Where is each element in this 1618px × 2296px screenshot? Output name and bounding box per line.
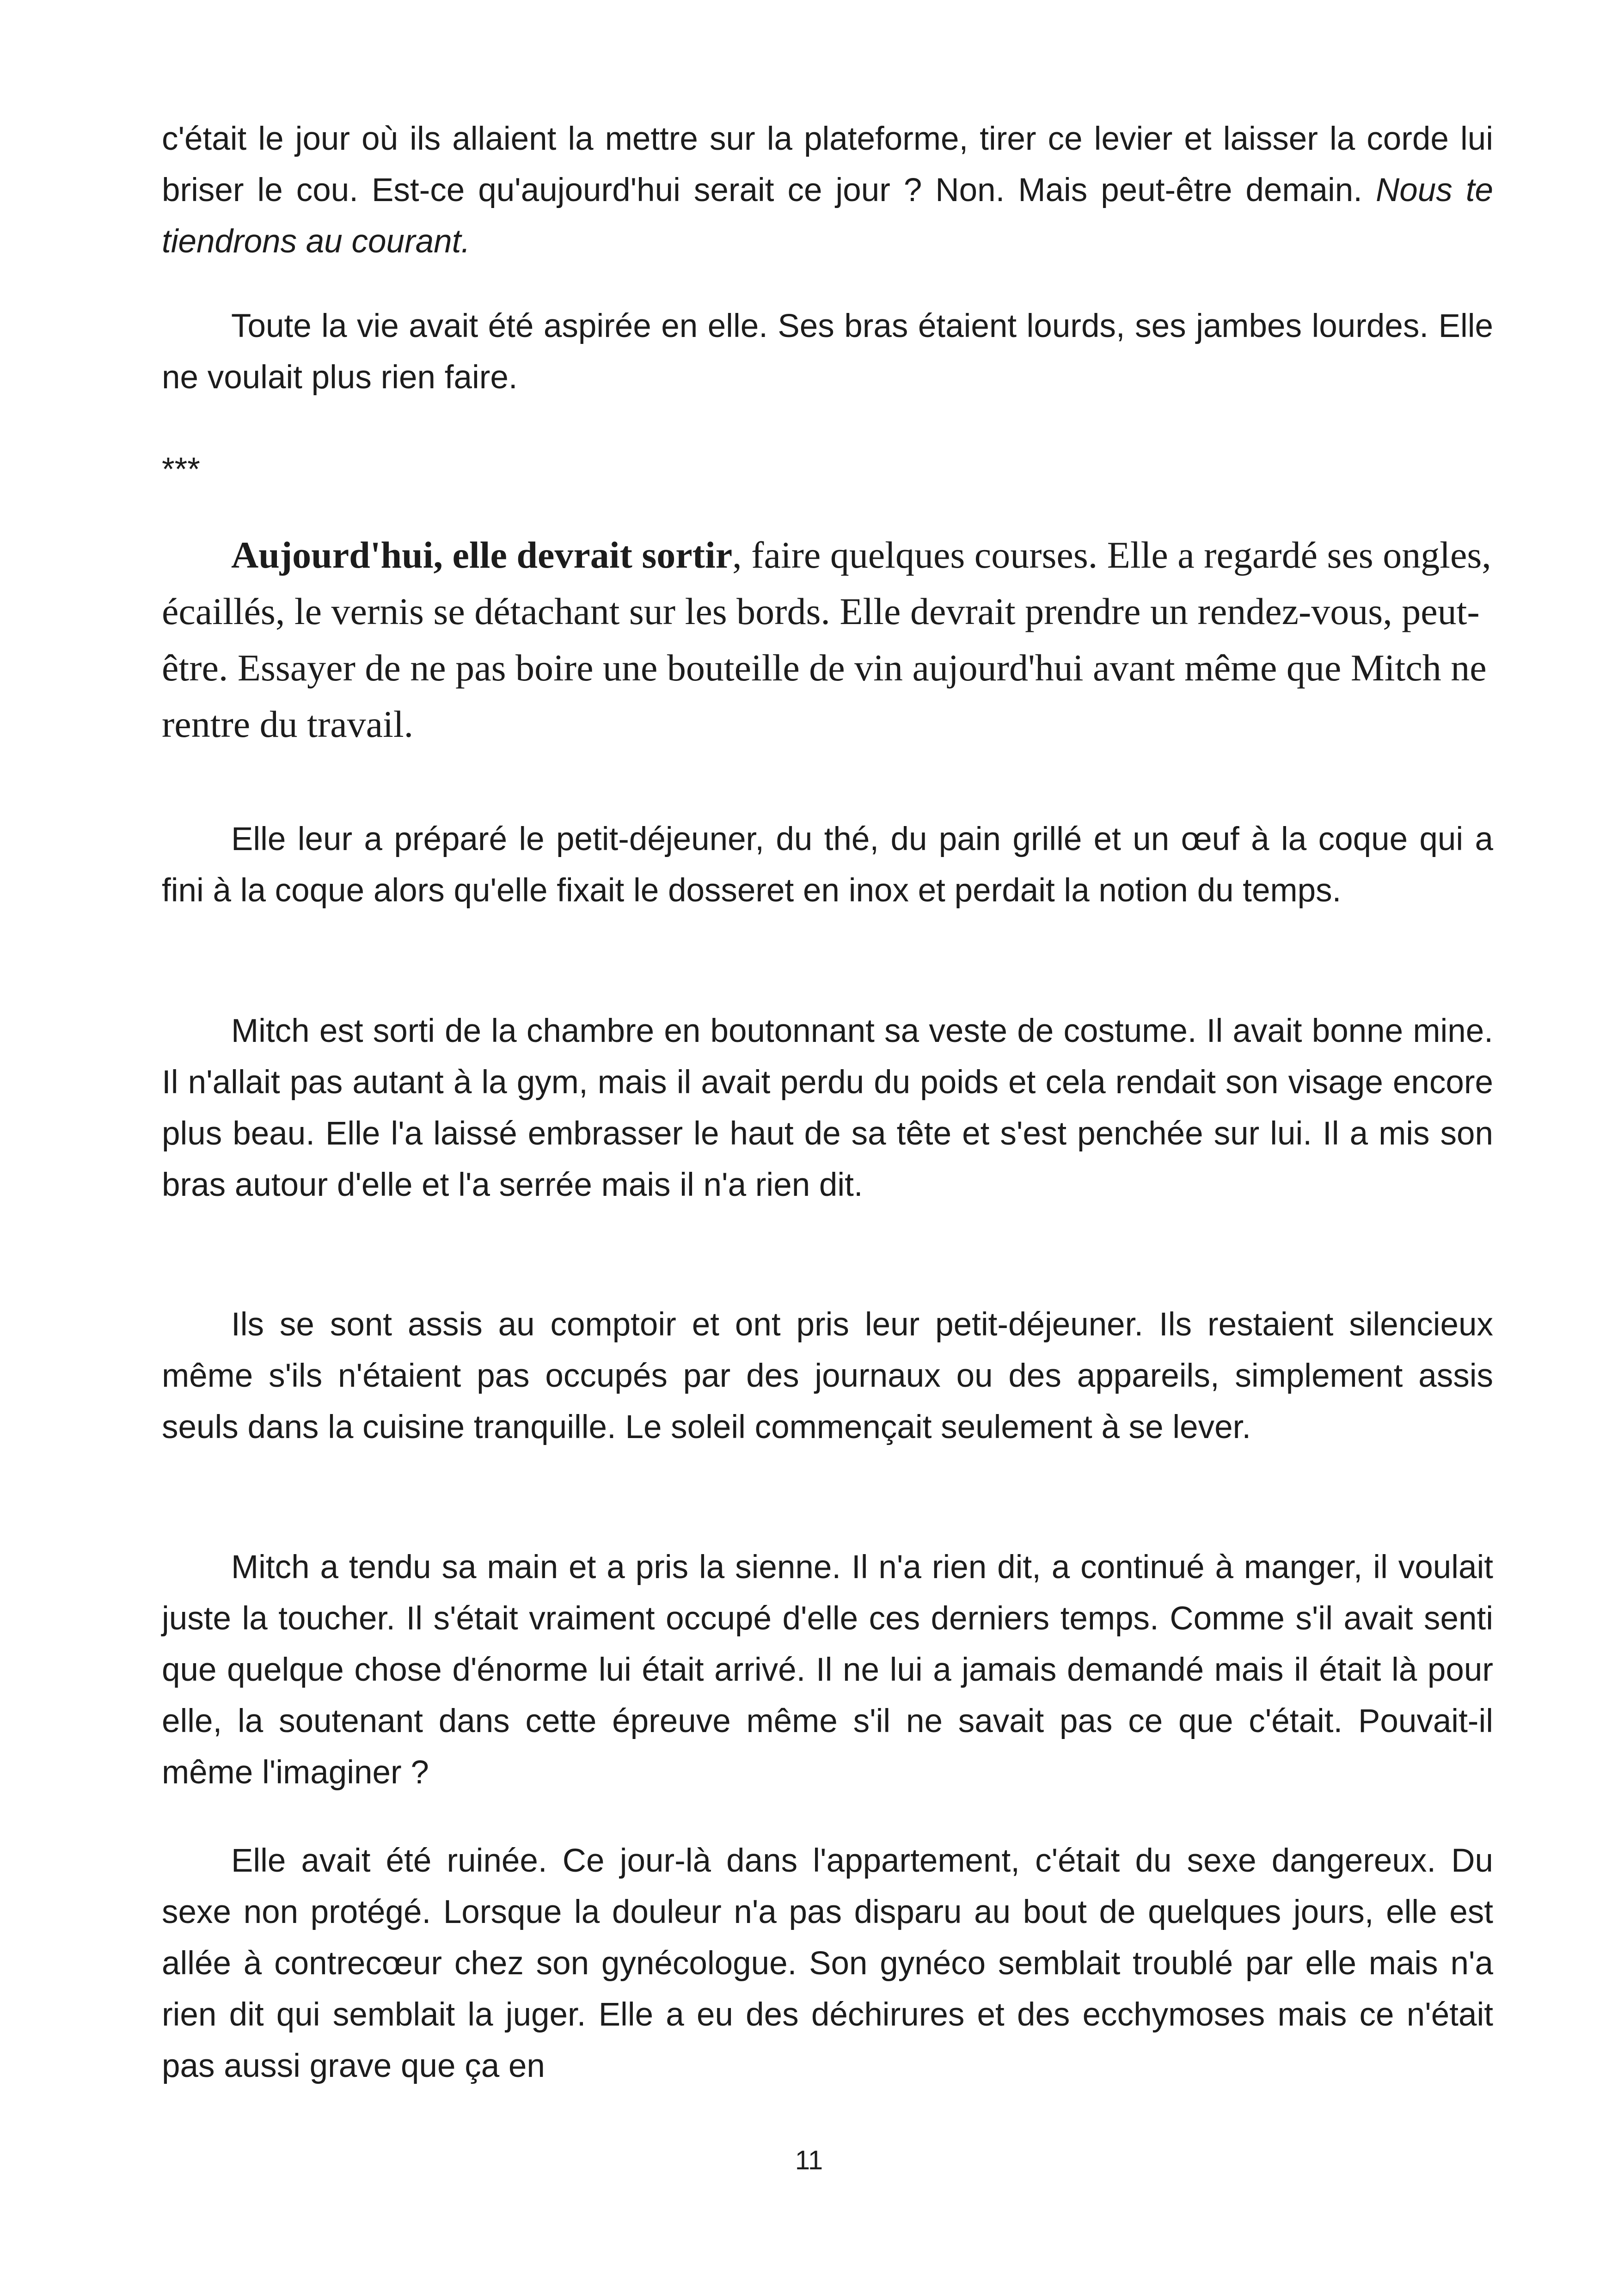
paragraph-6: Mitch est sorti de la chambre en boutonnant sa veste de costume. Il avait bonne mine. Il n'allait pas autant à la gym, mais il avait perdu du poids et cela rendait son visage encore plus beau. Elle l'a laissé embrasser le haut de sa tête et s'est penchée sur lui. Il a mis son bras autour d'elle et l'a serrée mais il n'a rien dit. (162, 1013, 1493, 1203)
paragraph-2: Toute la vie avait été aspirée en elle. Ses bras étaient lourds, ses jambes lourdes. Elle ne voulait plus rien faire. (162, 308, 1493, 396)
paragraph-9: Elle avait été ruinée. Ce jour-là dans l'appartement, c'était du sexe dangereux. Du sexe non protégé. Lorsque la douleur n'a pas disparu au bout de quelques jours, elle est allée à contrecœur chez son gynécologue. Son gynéco semblait troublé par elle mais n'a rien dit qui semblait la juger. Elle a eu des déchirures et des ecchymoses mais ce n'était pas aussi grave que ça en (162, 1843, 1493, 2084)
paragraph-5: Elle leur a préparé le petit-déjeuner, du thé, du pain grillé et un œuf à la coque qui a fini à la coque alors qu'elle fixait le dosseret en inox et perdait la notion du temps. (162, 821, 1493, 909)
paragraph-4 (162, 527, 1493, 753)
paragraph-8: Mitch a tendu sa main et a pris la sienne. Il n'a rien dit, a continué à manger, il voulait juste la toucher. Il s'était vraiment occupé d'elle ces derniers temps. Comme s'il avait senti que quelque chose d'énorme lui était arrivé. Il ne lui a jamais demandé mais il était là pour elle, la soutenant dans cette épreuve même s'il ne savait pas ce que c'était. Pouvait-il même l'imaginer ? (162, 1549, 1493, 1791)
italic-phrase: Nous te tiendrons au courant. (162, 172, 1493, 260)
paragraph-7: Ils se sont assis au comptoir et ont pris leur petit-déjeuner. Ils restaient silencieux même s'ils n'étaient pas occupés par des journaux ou des appareils, simplement assis seuls dans la cuisine tranquille. Le soleil commençait seulement à se lever. (162, 1306, 1493, 1445)
paragraph-lead: Aujourd'hui, elle devrait sortir (231, 534, 733, 576)
paragraph-opening-text: c'était le jour où ils allaient la mettre sur la plateforme, tirer ce levier et laisser la corde lui briser le cou. Est-ce qu'aujourd'hui serait ce jour ? Non. Mais peut-être demain. (162, 121, 1493, 208)
paragraph-opening (162, 113, 1493, 267)
section-break: *** (162, 451, 200, 488)
page-number: 11 (795, 2145, 823, 2175)
paragraph-4-text: , faire quelques courses. Elle a regardé ses ongles, écaillés, le vernis se détachant sur les bords. Elle devrait prendre un rendez-vous, peut-être. Essayer de ne pas boire une bouteille de vin aujourd'hui avant même que Mitch ne rentre du travail. (162, 534, 1491, 745)
